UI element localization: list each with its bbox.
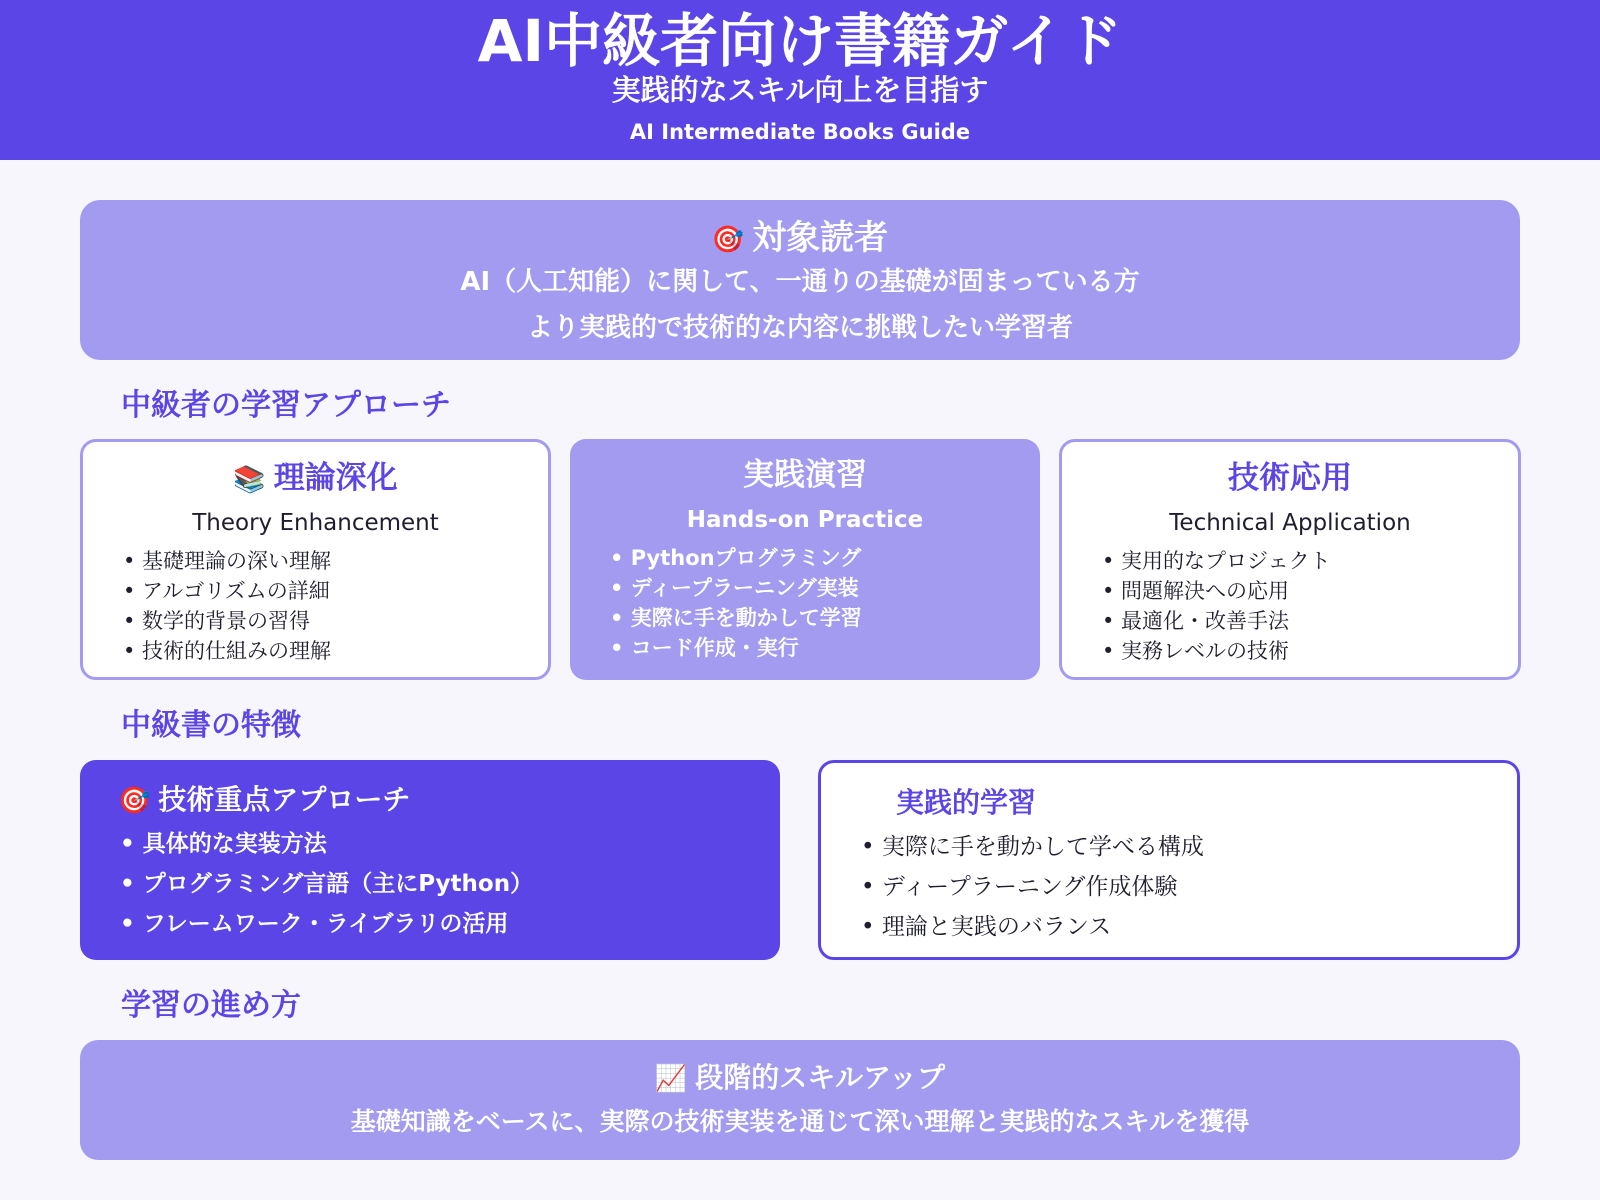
list-item: • 実際に手を動かして学習 <box>610 606 862 630</box>
target-readers-line1: AI（人工知能）に関して、一通りの基礎が固まっている方 <box>460 267 1140 297</box>
card-practice-list <box>610 543 862 663</box>
page-subtitle-en: AI Intermediate Books Guide <box>629 120 971 144</box>
progress-title: 段階的スキルアップ <box>695 1061 946 1094</box>
progress-section-title: 学習の進め方 <box>121 988 301 1023</box>
card-theory-subtitle: Theory Enhancement <box>192 510 439 536</box>
feature-technical-panel <box>80 760 780 960</box>
list-item: • ディープラーニング作成体験 <box>861 874 1178 900</box>
card-application <box>1059 439 1521 680</box>
target-icon: 🎯 <box>711 224 745 255</box>
list-item: • Pythonプログラミング <box>610 546 862 570</box>
list-item: • 実務レベルの技術 <box>1102 639 1290 663</box>
features-section-title: 中級書の特徴 <box>121 708 301 743</box>
list-item: • 実用的なプロジェクト <box>1102 549 1331 573</box>
list-item: • 具体的な実装方法 <box>120 831 327 857</box>
list-item: • 最適化・改善手法 <box>1102 609 1290 633</box>
card-practice <box>570 439 1040 680</box>
feature-technical-heading <box>118 780 410 821</box>
feature-practical-title: 実践的学習 <box>896 786 1037 819</box>
card-application-list <box>1102 546 1331 666</box>
feature-technical-title: 技術重点アプローチ <box>158 783 411 816</box>
list-item: • 数学的背景の習得 <box>123 609 311 633</box>
list-item: • アルゴリズムの詳細 <box>123 579 330 603</box>
progress-description: 基礎知識をベースに、実際の技術実装を通じて深い理解と実践的なスキルを獲得 <box>350 1107 1250 1136</box>
list-item: • 実際に手を動かして学べる構成 <box>861 834 1204 860</box>
list-item: • プログラミング言語（主にPython） <box>120 871 534 897</box>
list-item: • コード作成・実行 <box>610 636 799 660</box>
card-theory-title: 理論深化 <box>273 460 398 496</box>
books-icon: 📚 <box>233 464 266 495</box>
chart-up-icon: 📈 <box>654 1064 688 1094</box>
target-readers-line2: より実践的で技術的な内容に挑戦したい学習者 <box>526 313 1073 343</box>
card-theory-list <box>123 546 331 666</box>
card-practice-subtitle: Hands-on Practice <box>686 507 924 533</box>
list-item: • ディープラーニング実装 <box>610 576 859 600</box>
feature-practical-list <box>861 827 1204 947</box>
card-application-title: 技術応用 <box>1228 460 1352 496</box>
feature-technical-list <box>120 824 533 944</box>
target-icon: 🎯 <box>118 786 151 816</box>
card-theory-heading <box>83 456 548 502</box>
card-theory <box>80 439 551 680</box>
list-item: • 基礎理論の深い理解 <box>123 549 332 573</box>
feature-practical-panel <box>818 760 1520 960</box>
list-item: • フレームワーク・ライブラリの活用 <box>120 911 509 937</box>
progress-heading <box>80 1058 1520 1099</box>
card-application-subtitle: Technical Application <box>1169 510 1411 536</box>
page-title: AI中級者向け書籍ガイド <box>477 7 1123 75</box>
target-readers-title: 対象読者 <box>752 218 889 258</box>
target-readers-heading <box>80 214 1520 264</box>
card-practice-title: 実践演習 <box>743 457 867 493</box>
approach-section-title: 中級者の学習アプローチ <box>121 388 451 423</box>
list-item: • 問題解決への応用 <box>1102 579 1290 603</box>
list-item: • 理論と実践のバランス <box>861 914 1112 940</box>
progress-panel <box>80 1040 1520 1160</box>
target-readers-panel <box>80 200 1520 360</box>
page-header <box>0 0 1600 160</box>
page-subtitle: 実践的なスキル向上を目指す <box>611 73 989 107</box>
list-item: • 技術的仕組みの理解 <box>123 639 332 663</box>
